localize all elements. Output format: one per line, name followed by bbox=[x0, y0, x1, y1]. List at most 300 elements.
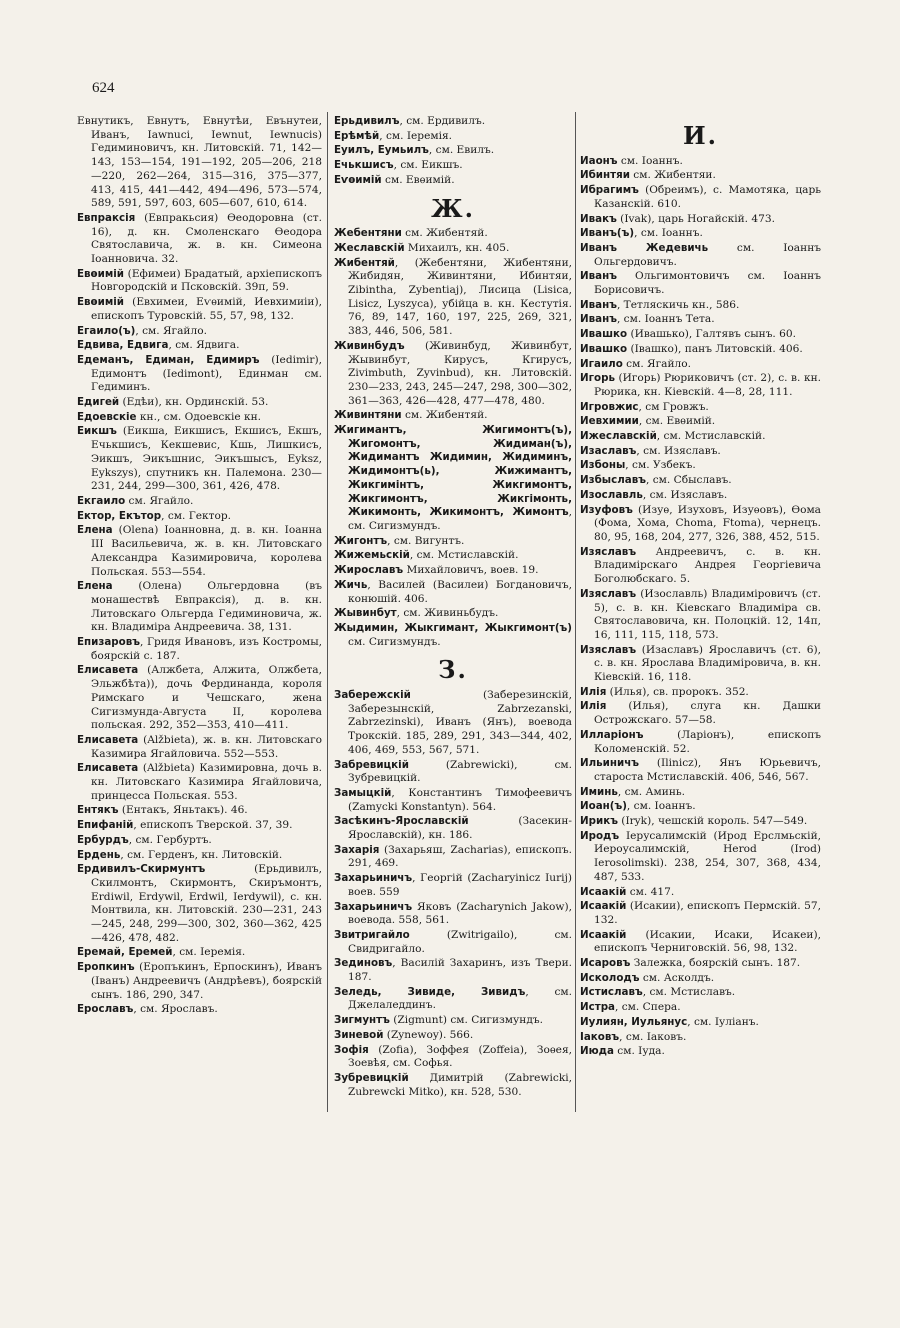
entry-headword: Зигмунтъ bbox=[334, 1014, 390, 1027]
section-letter: И. bbox=[682, 121, 719, 150]
entry-headword: Ижеславскій bbox=[580, 430, 657, 443]
entry-text: (Игорь) Рюриковичъ (ст. 2), с. в. кн. Рюрика, кн. Кіевскій. 4—8, 28, 111. bbox=[594, 372, 821, 398]
index-entry bbox=[334, 174, 572, 188]
entry-text: Михайловичъ, воев. 19. bbox=[403, 564, 539, 577]
index-entry bbox=[580, 415, 821, 429]
index-entry bbox=[77, 804, 322, 818]
entry-headword: Еремай, Еремей bbox=[77, 946, 173, 959]
entry-headword: Избыславъ bbox=[580, 474, 646, 487]
index-entry bbox=[77, 524, 322, 579]
entry-headword: Ечькшисъ bbox=[334, 159, 394, 172]
entry-headword: Елисавета bbox=[77, 664, 139, 677]
index-entry bbox=[334, 689, 572, 758]
entry-headword: Ивакъ bbox=[580, 212, 617, 225]
index-entry bbox=[77, 425, 322, 494]
entry-text: (Zwitrigailo), см. Свидригайло. bbox=[348, 928, 572, 955]
entry-headword: Еропкинъ bbox=[77, 961, 135, 974]
index-entry bbox=[334, 409, 572, 423]
index-entry bbox=[334, 257, 572, 339]
index-entry bbox=[580, 972, 821, 986]
entry-headword: Игровжис bbox=[580, 400, 639, 413]
index-entry bbox=[334, 144, 572, 158]
entry-text: , см. Герденъ, кн. Литовскій. bbox=[120, 848, 283, 861]
entry-text: кн., см. Одоевскіе кн. bbox=[136, 410, 262, 423]
index-entry bbox=[334, 759, 572, 786]
entry-text: (Iedimir), Едимонтъ (Iedimont), Единман см. Гедиминъ. bbox=[91, 353, 322, 394]
entry-text: , см. Іоаннъ Тета. bbox=[616, 313, 715, 326]
entry-headword: Зиневой bbox=[334, 1028, 384, 1041]
entry-text: , см. Мстиславскій. bbox=[656, 430, 766, 443]
entry-headword: Иаонъ bbox=[580, 154, 618, 167]
index-entry bbox=[77, 354, 322, 395]
index-entry bbox=[77, 636, 322, 663]
entry-headword: Изуфовъ bbox=[580, 503, 633, 516]
entry-text: (Zynewoy). 566. bbox=[383, 1028, 474, 1041]
entry-text: (Ивашько), Галтявъ сынъ. 60. bbox=[627, 328, 797, 341]
entry-headword: Зединовъ bbox=[334, 957, 393, 970]
entry-text: см. Сигизмундъ. bbox=[348, 635, 441, 648]
index-entry bbox=[580, 1045, 821, 1059]
entry-text: см. Іоаннъ Ольгердовичъ. bbox=[594, 241, 821, 268]
index-entry bbox=[580, 900, 821, 927]
entry-text: , см. Ягайло. bbox=[135, 324, 207, 337]
entry-headword: Ильиничъ bbox=[580, 757, 640, 770]
entry-text: (Ларіонъ), епископъ Коломенскій. 52. bbox=[594, 728, 821, 755]
entry-text: см. Жибентяй. bbox=[401, 409, 488, 422]
index-entry bbox=[77, 510, 322, 524]
index-entry bbox=[77, 268, 322, 295]
entry-headword: Иванъ Жедевичь bbox=[580, 241, 709, 254]
entry-headword: Еѵѳимій bbox=[334, 173, 382, 186]
index-entry bbox=[77, 1003, 322, 1017]
entry-headword: Звитригайло bbox=[334, 928, 410, 941]
entry-text: (Alžbieta) Казимировна, дочь в. кн. Литовскаго Казимира Ягайловича, принцесса Польская. 553. bbox=[91, 762, 322, 802]
entry-text: (Илья), св. пророкъ. 352. bbox=[606, 685, 749, 698]
index-entry bbox=[77, 325, 322, 339]
entry-headword: Изяславъ bbox=[580, 545, 637, 558]
entry-text: (Живинбуд, Живинбут, Жывинбут, Кирусъ, Кгирусъ, Zivimbuth, Zyvinbud), кн. Литовскій. 230—233, 243, 245—247, 298, 300—302, 361—363, 426—428, 477—478, 480. bbox=[348, 339, 572, 407]
entry-headword: Иевхимии bbox=[580, 415, 639, 428]
page-number: 624 bbox=[92, 80, 115, 96]
entry-text: , Тетляскичь кн., 586. bbox=[616, 298, 740, 311]
entry-text: (Zofia), Зоффея (Zoffeia), Зоѳея, Зоевѣя, см. Софья. bbox=[348, 1043, 572, 1070]
entry-headword: Засѣкинъ-Ярославскій bbox=[334, 815, 469, 828]
entry-text: (Заберезинскій, Заберезынскій, Zabrzezanski, Zabrzezinski), Иванъ (Янъ), воевода Трокскій. 185, 289, 291, 343—344, 402, 406, 469, 553, 567, 571. bbox=[348, 689, 572, 756]
entry-headword: Зубревицкій bbox=[334, 1072, 409, 1084]
entry-headword: Захарьиничъ bbox=[334, 900, 413, 913]
index-entry bbox=[580, 957, 821, 971]
entry-headword: Илія bbox=[580, 685, 607, 698]
index-entry bbox=[334, 159, 572, 173]
index-entry bbox=[334, 1029, 572, 1043]
index-entry bbox=[580, 401, 821, 415]
entry-text: Михаилъ, кн. 405. bbox=[404, 241, 510, 254]
index-entry bbox=[580, 815, 821, 829]
entry-headword: Егаило(ъ) bbox=[77, 324, 136, 337]
entry-headword: Захарьиничъ bbox=[334, 872, 413, 885]
entry-text: , Василій Захаринъ, изъ Твери. 187. bbox=[348, 957, 572, 984]
index-entry bbox=[77, 212, 322, 267]
entry-text: , см. Сигизмундъ. bbox=[348, 506, 572, 532]
index-entry bbox=[77, 863, 322, 945]
index-entry bbox=[334, 1014, 572, 1028]
index-entry bbox=[580, 644, 821, 685]
entry-text: (Olena) Іоанновна, д. в. кн. Іоанна III Васильевича, ж. в. кн. Литовскаго Александра Казимировича, королева Польская. 553—554. bbox=[91, 524, 322, 578]
index-entry bbox=[334, 130, 572, 144]
entry-text: см. Ягайло. bbox=[622, 357, 692, 370]
entry-text: см. Асколдъ. bbox=[639, 971, 715, 984]
index-entry bbox=[580, 1001, 821, 1015]
entry-text: , см. Джелаледдинъ. bbox=[348, 985, 572, 1012]
entry-text: , см. Спера. bbox=[615, 1001, 681, 1014]
entry-headword: Забережскій bbox=[334, 689, 411, 702]
entry-text: Яковъ (Zacharynich Jakow), воевода. 558, 561. bbox=[348, 900, 572, 927]
entry-headword: Еуилъ, Еумьилъ bbox=[334, 144, 429, 157]
entry-headword: Евпраксія bbox=[77, 211, 136, 224]
entry-headword: Епизаровъ bbox=[77, 636, 140, 649]
entry-text: , см. Гербуртъ. bbox=[128, 833, 212, 846]
index-entry bbox=[580, 227, 821, 241]
index-column-2 bbox=[334, 115, 572, 1100]
entry-text: , см. Гектор. bbox=[161, 509, 232, 522]
entry-headword: Истра bbox=[580, 1001, 616, 1014]
index-column-1 bbox=[77, 115, 322, 1018]
entry-headword: Ивашко bbox=[580, 342, 628, 355]
entry-headword: Исаакій bbox=[580, 928, 627, 941]
entry-headword: Елена bbox=[77, 524, 113, 537]
index-entry bbox=[580, 184, 821, 211]
index-entry bbox=[334, 535, 572, 549]
index-entry bbox=[334, 549, 572, 563]
entry-headword: Жирославъ bbox=[334, 564, 404, 577]
entry-headword: Зофія bbox=[334, 1043, 369, 1056]
entry-text: (Zigmunt) см. Сигизмундъ. bbox=[389, 1014, 543, 1027]
index-entry bbox=[580, 358, 821, 372]
index-entry bbox=[334, 242, 572, 256]
entry-headword: Жеславскій bbox=[334, 241, 405, 254]
entry-headword: Жибентяй bbox=[334, 256, 395, 269]
entry-headword: Іаковъ bbox=[580, 1030, 620, 1043]
index-entry bbox=[77, 339, 322, 353]
index-entry bbox=[580, 270, 821, 297]
entry-headword: Едоевскіе bbox=[77, 410, 137, 423]
entry-headword: Игорь bbox=[580, 372, 615, 385]
entry-headword: Изяславъ bbox=[580, 587, 637, 600]
entry-text: (Изославль) Владиміровичъ (ст. 5), с. в. кн. Кіевскаго Владиміра св. Святославовича, кн. Полоцкій. 12, 14п, 16, 111, 115, 118, 573. bbox=[594, 587, 821, 641]
entry-headword: Ердивилъ-Скирмунтъ bbox=[77, 863, 206, 876]
index-entry bbox=[334, 579, 572, 606]
entry-text: , см. Живиньбудъ. bbox=[396, 607, 499, 620]
entry-text: , см. Іеремія. bbox=[172, 946, 246, 959]
entry-headword: Иминь bbox=[580, 785, 618, 798]
entry-headword: Едигей bbox=[77, 396, 120, 409]
entry-text: , см. Евилъ. bbox=[428, 144, 495, 157]
index-column-3 bbox=[580, 115, 821, 1060]
entry-text: , см. Евѳимій. bbox=[638, 415, 716, 428]
index-entry bbox=[334, 1044, 572, 1071]
index-entry bbox=[334, 986, 572, 1013]
index-entry bbox=[580, 430, 821, 444]
entry-text: , епископъ Тверской. 37, 39. bbox=[133, 819, 293, 832]
entry-text: (Ентакъ, Яньтакъ). 46. bbox=[118, 804, 248, 817]
index-entry bbox=[580, 1031, 821, 1045]
index-entry bbox=[580, 155, 821, 169]
entry-headword: Избоны bbox=[580, 459, 626, 472]
entry-headword: Едеманъ, Едиман, Едимиръ bbox=[77, 353, 260, 366]
entry-headword: Илларіонъ bbox=[580, 728, 644, 741]
entry-headword: Ектор, Екътор bbox=[77, 509, 162, 522]
entry-text: , см. Іаковъ. bbox=[619, 1030, 687, 1043]
entry-text: , Константинъ Тимофеевичъ (Zamycki Konstantyn). 564. bbox=[348, 786, 572, 813]
index-entry bbox=[77, 580, 322, 635]
entry-text: , см. Узбекъ. bbox=[625, 459, 696, 472]
entry-text: (Едѣи), кн. Ординскій. 53. bbox=[119, 396, 269, 409]
entry-text: (Евпракьсия) Ѳеодоровна (ст. 16), д. кн. Смоленскаго Ѳеодора Святославича, ж. в. кн. Симеона Іоанновича. 32. bbox=[91, 211, 322, 266]
entry-text: , (Жебентяни, Жибентяни, Жибидян, Живинтяни, Ибинтяи, Zibintha, Zybentiaj), Лисица (Lisica, Lisicz, Lyszyca), убійца в. кн. Кестутія. 76, 89, 147, 160, 197, 225, 269, 321, 383, 446, 506, 581. bbox=[348, 256, 572, 338]
entry-text: , см. Аминь. bbox=[617, 785, 686, 798]
entry-text: (Исакии), епископъ Пермскій. 57, 132. bbox=[594, 900, 821, 926]
entry-text: (Еропъкинъ, Ерпоскинъ), Иванъ (Іванъ) Андреевичъ (Андрѣевъ), боярскій сынъ. 186, 290, 347. bbox=[91, 961, 322, 1001]
index-entry bbox=[580, 546, 821, 587]
entry-headword: Изяславъ bbox=[580, 643, 637, 656]
entry-headword: Захарія bbox=[334, 843, 380, 856]
entry-headword: Екгаило bbox=[77, 494, 126, 507]
index-entry bbox=[580, 313, 821, 327]
entry-headword: Июда bbox=[580, 1045, 614, 1058]
index-entry bbox=[580, 474, 821, 488]
entry-headword: Исаровъ bbox=[580, 957, 631, 970]
index-entry bbox=[580, 169, 821, 183]
entry-text: (Засекин-Ярославскій), кн. 186. bbox=[348, 815, 572, 842]
entry-text: (Iryk), чешскій король. 547—549. bbox=[617, 815, 808, 828]
index-entry bbox=[334, 622, 572, 649]
index-entry bbox=[580, 299, 821, 313]
entry-text: (Ilinicz), Янъ Юрьевичъ, староста Мстиславскій. 406, 546, 567. bbox=[594, 757, 821, 783]
entry-text: (Alžbieta), ж. в. кн. Литовскаго Казимира Ягайловича. 552—553. bbox=[91, 733, 322, 760]
entry-text: , см. Мстиславскій. bbox=[409, 549, 519, 562]
entry-headword: Елена bbox=[77, 580, 113, 593]
index-entry bbox=[334, 815, 572, 842]
index-entry bbox=[334, 564, 572, 578]
index-entry bbox=[77, 819, 322, 833]
entry-headword: Иродъ bbox=[580, 829, 620, 842]
entry-text: , см Гровжъ. bbox=[638, 400, 709, 413]
entry-text: , см. Еикшъ. bbox=[393, 159, 463, 172]
entry-text: см. Ягайло. bbox=[125, 494, 194, 507]
entry-text: (Алжбета, Алжита, Олжбета, Эльжбѣта)), дочь Фердинанда, короля Римскаго и Чешскаго, жена Сигизмунда-Августа II, королева польская. 292, 352—353, 410—411. bbox=[91, 664, 322, 732]
entry-text: , см. Ярославъ. bbox=[133, 1003, 218, 1016]
entry-text: , Георгій (Zacharyinicz Iurij) воев. 559 bbox=[348, 872, 572, 898]
entry-headword: Замыцкій bbox=[334, 786, 392, 799]
index-entry bbox=[334, 607, 572, 621]
entry-text: , см. Іоаннъ. bbox=[634, 227, 703, 240]
entry-headword: Ербурдъ bbox=[77, 833, 129, 846]
entry-text: см. Іоаннъ. bbox=[617, 154, 683, 167]
entry-headword: Истиславъ bbox=[580, 986, 643, 999]
index-entry bbox=[580, 445, 821, 459]
entry-headword: Забревицкій bbox=[334, 758, 409, 771]
index-entry bbox=[77, 961, 322, 1002]
entry-text: см. Іуда. bbox=[613, 1045, 665, 1058]
column-separator bbox=[327, 112, 328, 1112]
index-entry bbox=[334, 929, 572, 956]
index-entry bbox=[580, 757, 821, 784]
entry-text: , см. Вигунтъ. bbox=[387, 534, 465, 547]
index-entry bbox=[580, 729, 821, 756]
entry-headword: Исаакій bbox=[580, 885, 627, 898]
entry-text: , см. Іоаннъ. bbox=[626, 800, 696, 813]
section-letter: З. bbox=[438, 655, 468, 685]
index-entry bbox=[77, 664, 322, 733]
entry-text: (Івашко), панъ Литовскій. 406. bbox=[627, 342, 803, 355]
index-entry bbox=[580, 700, 821, 727]
entry-text: , Василей (Василеи) Богдановичъ, конюшій. 406. bbox=[348, 578, 572, 605]
index-entry bbox=[580, 686, 821, 700]
entry-headword: Живинбудъ bbox=[334, 339, 405, 352]
entry-headword: Евѳимій bbox=[77, 296, 124, 309]
entry-text: Залежка, боярскій сынъ. 187. bbox=[630, 957, 801, 970]
index-entry bbox=[580, 886, 821, 900]
index-entry bbox=[334, 844, 572, 871]
index-entry bbox=[77, 115, 322, 211]
index-entry bbox=[77, 411, 322, 425]
entry-text: Евнутикъ, Евнутъ, Евнутѣи, Евънутеи, Иванъ, Iawnuci, Iewnut, Iewnucis) Гедиминовичъ, кн. Литовскій. 71, 142—143, 153—154, 191—192, 205—206, 218—220, 262—264, 315—316, 375—377, 413, 415, 441—442, 494—496, 573—574, 589, 591, 597, 603, 605—607, 610, 614. bbox=[77, 115, 322, 210]
entry-headword: Жигонтъ bbox=[334, 534, 388, 547]
entry-headword: Исаакій bbox=[580, 900, 627, 913]
entry-headword: Елисавета bbox=[77, 762, 139, 775]
section-letter: Ж. bbox=[431, 193, 475, 223]
index-entry bbox=[580, 459, 821, 473]
entry-text: , Гридя Ивановъ, изъ Костромы, боярскій с. 187. bbox=[91, 636, 322, 662]
entry-text: Ольгимонтовичъ см. Іоаннъ Борисовичъ. bbox=[594, 270, 821, 297]
entry-headword: Епифаній bbox=[77, 819, 134, 832]
entry-headword: Жебентяни bbox=[334, 227, 402, 240]
entry-text: (Ivak), царь Ногайскій. 473. bbox=[616, 212, 775, 225]
index-entry bbox=[580, 588, 821, 643]
entry-headword: Ентякъ bbox=[77, 804, 119, 817]
index-entry bbox=[77, 834, 322, 848]
index-entry bbox=[580, 213, 821, 227]
index-entry bbox=[580, 504, 821, 545]
entry-headword: Евѳимій bbox=[77, 267, 124, 280]
index-entry bbox=[334, 340, 572, 409]
index-entry bbox=[77, 946, 322, 960]
index-entry bbox=[77, 296, 322, 323]
entry-text: см. Евѳимій. bbox=[381, 173, 455, 186]
entry-headword: Ибрагимъ bbox=[580, 184, 639, 197]
entry-headword: Жигимантъ, Жигимонтъ(ъ), Жигомонтъ, Жидиман(ъ), Жидимантъ Жидимин, Жидиминъ, Жидимонтъ(ь), Жижимантъ, Жикгимінтъ, Жикгимонтъ, Жикгимонтъ, Жикгімонть, Жикимонть, Жикимонтъ, Жимонтъ bbox=[334, 424, 572, 519]
entry-text: , см. Изяславъ. bbox=[636, 444, 721, 457]
index-entry bbox=[334, 227, 572, 241]
index-entry bbox=[334, 957, 572, 984]
entry-text: (Изуѳ, Изуховъ, Изуѳовъ), Ѳома (Фома, Хома, Choma, Ftoma), чернецъ. 80, 95, 168, 204, 277, 326, 388, 452, 515. bbox=[594, 503, 821, 543]
entry-headword: Иулиян, Иульянус bbox=[580, 1015, 688, 1028]
entry-text: , см. Іуліанъ. bbox=[687, 1015, 759, 1028]
index-entry bbox=[77, 495, 322, 509]
entry-text: , см. Іеремія. bbox=[379, 129, 453, 142]
entry-headword: Ирикъ bbox=[580, 815, 618, 828]
entry-text: (Евхимеи, Еѵѳимій, Иевхимиіи), епископъ Туровскій. 55, 57, 98, 132. bbox=[91, 296, 322, 322]
entry-headword: Ибинтяи bbox=[580, 169, 630, 182]
index-entry bbox=[580, 986, 821, 1000]
entry-text: см. Жибентяи. bbox=[629, 169, 716, 182]
index-entry bbox=[77, 734, 322, 761]
index-entry bbox=[580, 786, 821, 800]
index-entry bbox=[580, 328, 821, 342]
entry-headword: Жижемьскій bbox=[334, 549, 410, 562]
index-entry bbox=[77, 762, 322, 803]
index-entry bbox=[580, 343, 821, 357]
index-entry bbox=[580, 929, 821, 956]
entry-headword: Иванъ bbox=[580, 313, 617, 326]
index-entry bbox=[334, 787, 572, 814]
entry-text: , см. Изяславъ. bbox=[642, 488, 728, 501]
entry-headword: Жывинбут bbox=[334, 607, 397, 620]
column-separator bbox=[575, 112, 576, 1112]
entry-text: , см. Ердивилъ. bbox=[399, 115, 486, 127]
entry-headword: Исколодъ bbox=[580, 971, 640, 984]
entry-headword: Жыдимин, Жыкгимант, Жыкгимонт(ъ) bbox=[334, 621, 572, 634]
entry-text: (Еикша, Еикшисъ, Екшисъ, Екшъ, Ечькшисъ, Кекшевис, Кшь, Лишкисъ, Эикшъ, Эикъшнис, Эикъшысъ, Eyksz, Eykszys), спутникъ кн. Палемона. 230—231, 244, 299—300, 361, 426, 478. bbox=[91, 425, 322, 493]
entry-text: , см. Мстиславъ. bbox=[642, 986, 736, 999]
entry-headword: Игаило bbox=[580, 357, 623, 370]
entry-headword: Ерьдивилъ bbox=[334, 115, 400, 127]
entry-text: Димитрій (Zabrewicki, Zubrewcki Mitko), кн. 528, 530. bbox=[348, 1072, 572, 1098]
index-entry bbox=[334, 872, 572, 899]
entry-text: Іерусалимскій (Ирод Ерслмьскій, Иероусалимскій, Herod (Irod) Ierosolimski). 238, 254, 307, 368, 434, 487, 533. bbox=[594, 829, 821, 883]
entry-headword: Изославль bbox=[580, 488, 643, 501]
index-entry bbox=[334, 424, 572, 534]
entry-headword: Ердень bbox=[77, 848, 121, 861]
entry-headword: Ерѣмѣй bbox=[334, 129, 380, 142]
entry-headword: Едвива, Едвига bbox=[77, 339, 169, 352]
entry-headword: Иванъ(ъ) bbox=[580, 227, 635, 240]
index-entry bbox=[580, 830, 821, 885]
index-entry bbox=[580, 372, 821, 399]
index-entry bbox=[77, 396, 322, 410]
entry-text: см. 417. bbox=[626, 885, 675, 898]
entry-text: (Обреимъ), с. Мамотяка, царь Казанскій. 610. bbox=[594, 184, 821, 210]
entry-headword: Зеледь, Зивиде, Зивидъ bbox=[334, 985, 526, 998]
entry-headword: Изаславъ bbox=[580, 444, 637, 457]
entry-text: (Zabrewicki), см. Зубревицкій. bbox=[348, 758, 572, 785]
entry-text: , см. Ядвига. bbox=[168, 339, 240, 352]
entry-text: (Илья), слуга кн. Дашки Острожскаго. 57—58. bbox=[594, 700, 821, 727]
entry-text: (Олена) Ольгердовна (въ монашествѣ Евпраксія), д. в. кн. Литовскаго Ольгерда Гедиминовича, ж. кн. Владиміра Андреевича. 38, 131. bbox=[91, 580, 322, 634]
index-entry bbox=[580, 1016, 821, 1030]
entry-text: , см. Сбыславъ. bbox=[645, 474, 732, 487]
entry-text: (Изаславъ) Ярославичъ (ст. 6), с. в. кн. Ярослава Владиміровича, в. кн. Кіевскій. 16, 118. bbox=[594, 643, 821, 684]
index-entry bbox=[334, 115, 572, 129]
entry-headword: Еикшъ bbox=[77, 425, 117, 438]
entry-headword: Ерославъ bbox=[77, 1003, 134, 1016]
index-entry bbox=[334, 901, 572, 928]
entry-headword: Елисавета bbox=[77, 733, 139, 746]
entry-text: (Ерьдивилъ, Скилмонтъ, Скирмонтъ, Скиръмонтъ, Erdiwil, Erdywil, Erdwil, Ierdywil), с. кн. Монтвила, кн. Литовскій. 230—231, 243—245, 248, 299—300, 302, 360—362, 425—426, 478, 482. bbox=[91, 863, 322, 944]
entry-text: см. Жибентяй. bbox=[401, 227, 488, 240]
entry-headword: Ивашко bbox=[580, 328, 628, 341]
index-entry bbox=[580, 242, 821, 269]
entry-text: (Исакии, Исаки, Исакеи), епископъ Черниговскій. 56, 98, 132. bbox=[594, 928, 821, 955]
index-entry bbox=[77, 849, 322, 863]
index-entry bbox=[580, 800, 821, 814]
entry-text: Андреевичъ, с. в. кн. Владимірскаго Андрея Георгіевича Боголюбскаго. 5. bbox=[594, 545, 821, 586]
entry-text: (Захарьяш, Zacharias), епископъ. 291, 469. bbox=[348, 843, 572, 870]
entry-headword: Иванъ bbox=[580, 298, 617, 311]
entry-headword: Иоан(ъ) bbox=[580, 800, 627, 813]
index-entry bbox=[580, 489, 821, 503]
entry-headword: Жичь bbox=[334, 578, 368, 591]
